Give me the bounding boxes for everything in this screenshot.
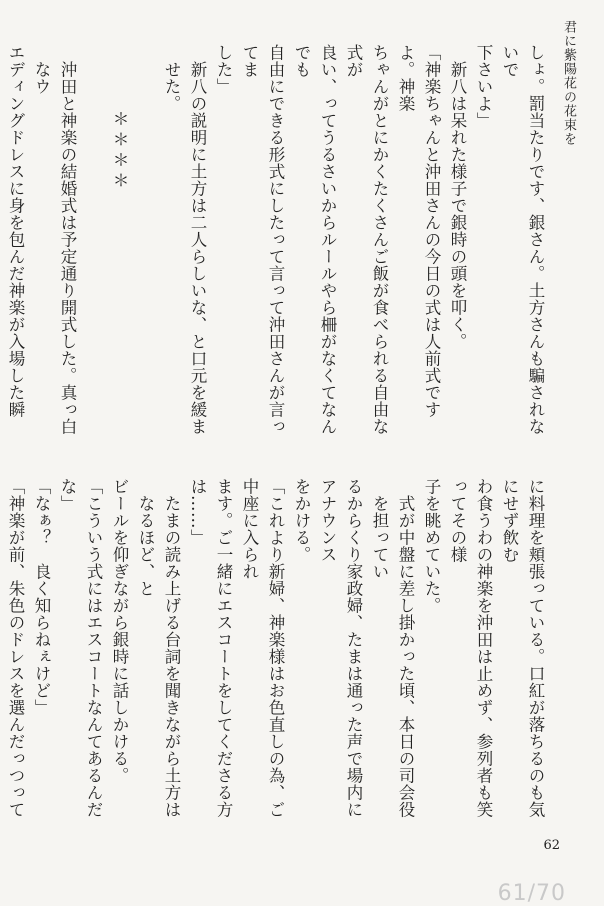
text-line: した」	[214, 44, 233, 95]
page-counter: 61/70	[497, 881, 566, 906]
text-line: ます。ご一緒にエスコートをしてくださる方は……」	[188, 478, 233, 818]
text-line: 「神楽が前、朱色のドレスを選んだっつって	[6, 478, 25, 818]
text-line: 新八は呆れた様子で銀時の頭を叩く。	[448, 60, 467, 350]
blank-line	[80, 44, 106, 439]
text-line: 良い、ってうるさいからルールやら柵がなくてなんでも	[292, 44, 337, 435]
text-line: しょ。罰当たりです、銀さん。土方さんも騙されないで	[500, 44, 545, 435]
text-line: るからくり家政婦、たまは通った声で場内にアナウンス	[318, 478, 363, 818]
text-line: 「神楽ちゃんと沖田さんの今日の式は人前式ですよ。神楽	[396, 44, 441, 418]
text-line: 下さいよ」	[474, 44, 493, 129]
text-line: をかける。	[292, 478, 311, 563]
text-line: わ食うわの神楽を沖田は止めず、参列者も笑ってその様	[448, 478, 493, 818]
text-line: 「これより新婦、神楽様はお色直しの為、ご中座に入られ	[240, 478, 285, 818]
text-line: たまの読み上げる台詞を聞きながら土方はなるほど、と	[136, 494, 181, 818]
text-line: 「なぁ？ 良く知らねぇけど」	[32, 478, 51, 716]
page-number: 62	[543, 838, 560, 853]
text-line: 「こういう式にはエスコートなんてあるんだな」	[58, 478, 103, 818]
text-line: 自由にできる形式にしたって言って沖田さんが言ってま	[240, 44, 285, 435]
text-line: ちゃんがとにかくたくさんご飯が食べられる自由な式が	[344, 44, 389, 435]
blank-line	[132, 44, 158, 439]
scene-break: ＊＊＊＊	[110, 110, 129, 192]
lower-text-block	[6, 478, 548, 818]
text-line: ビールを仰ぎながら銀時に話しかける。	[110, 478, 129, 784]
text-line: 式が中盤に差し掛かった頃、本日の司会役を担ってい	[370, 494, 415, 818]
text-line: 子を眺めていた。	[422, 478, 441, 614]
text-line: 沖田と神楽の結婚式は予定通り開式した。真っ白なウ	[32, 60, 77, 435]
upper-text-block	[6, 44, 548, 439]
text-line: に料理を頬張っている。口紅が落ちるのも気にせず飲む	[500, 478, 545, 818]
text-line: エディングドレスに身を包んだ神楽が入場した瞬	[6, 44, 25, 418]
book-title: 君に紫陽花の花束を	[561, 20, 576, 146]
text-line: 新八の説明に土方は二人らしいな、と口元を緩ませた。	[162, 60, 207, 435]
